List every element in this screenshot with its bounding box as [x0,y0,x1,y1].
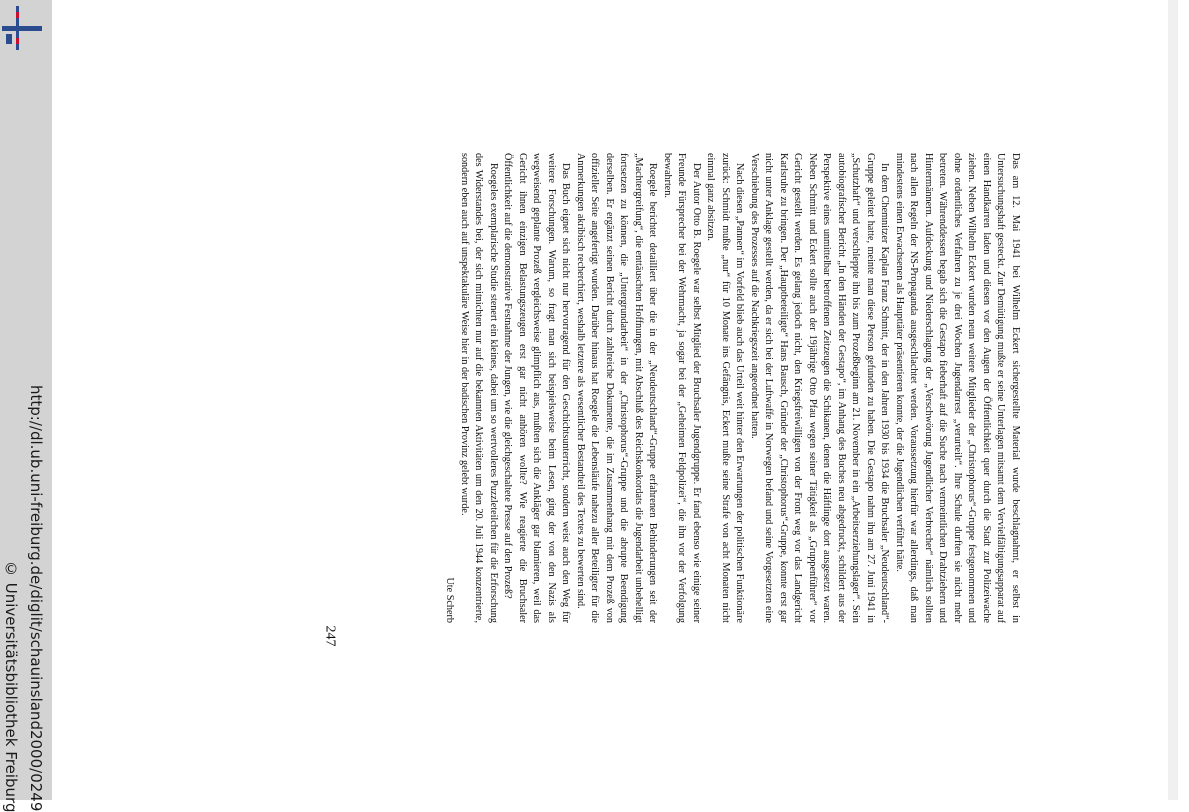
page-text-block [322,153,1022,623]
document-url[interactable]: http://dl.ub.uni-freiburg.de/diglit/schauinsland2000/0249 [27,385,45,812]
viewer-sidebar [0,0,52,812]
copyright-notice: © Universitätsbibliothek Freiburg [2,560,20,812]
university-logo-icon [2,6,42,50]
paragraph: Roegeles exemplarische Studie stenert ein kleines, dabei um so wertvolleres Puzzleteilchen für die Erforschung des Widerstandes bei, der sich mitnichten nur auf die bekannten Aktivitäten um den 20. Juli 1944 konzentrierte, sondern eben auch auf unspektakuläre Weise hier in der badischen Provinz gelebt wurde. [459,153,499,623]
paragraph: In dem Chemnitzer Kaplan Franz Schmitt, der in den Jahren 1930 bis 1934 die Bruchsaler „Neudeutschland“-Gruppe geleitet hatte, meinte man diese Person gefunden zu haben. Die Gestapo nahm ihn am 27. Juni 1941 in „Schutzhaft“ und verschleppte ihn bis zum Prozeßbeginn am 21. November in ein „Arbeitserziehungslager“. Sein autobiografischer Bericht „In den Händen der Gestapo“, im Anhang des Buches neu abgedruckt, schildert aus der Perspektive eines unmittelbar betroffenen Zeitzeugen die Schikanen, denen die Häftlinge dort ausgesetzt waren. Neben Schmitt und Eckert sollte auch der 19jährige Otto Pfau wegen seiner Tätigkeit als „Gruppenführer“ vor Gericht gestellt werden. Es gelang jedoch nicht, den Kriegsfreiwilligen von der Front weg vor das Landgericht Karlsruhe zu bringen. Der „Hauptbeteiligte“ Hans Bausch, Gründer der „Christophorus“-Gruppe, konnte erst gar nicht unter Anklage gestellt werden, da er sich bei der Luftwaffe in Norwegen befand und seine Vorgesetzten eine Verschiebung des Prozesses auf die Nachkriegszeit angeordnet hatten. [749,153,891,623]
scanned-page [64,0,1178,800]
scrollbar[interactable] [1168,0,1178,800]
paragraph: Der Autor Otto B. Roegele war selbst Mitglied der Bruchsaler Jugendgruppe. Er fand ebenso wie einige seiner Freunde Fürsprecher bei der Wehrmacht, ja sogar bei der „Geheimen Feldpolizei“, die ihn vor der Verfolgung bewahrten. [662,153,702,623]
paragraph: Nach diesen „Pannen“ im Vorfeld blieb auch das Urteil weit hinter den Erwartungen der politischen Funktionäre zurück: Schmidt mußte „nur“ für 10 Monate ins Gefängnis, Eckert mußte seine Strafe von acht Monaten nicht einmal ganz absitzen. [705,153,746,623]
paragraph: Roegele berichtet detailliert über die in der „Neudeutschland“-Gruppe erfahrenen Behinderungen seit der „Machtergreifung“, die enttäuschten Hoffnungen, mit Abschluß des Reichskonkordats die Jugendarbeit unbehelligt fortsetzen zu können, die „Untergrundarbeit“ in der „Christophorus“-Gruppe und die abrupte Beendigung derselben. Er ergänzt seinen Bericht durch zahlreiche Dokumente, die im Zusammenhang mit dem Prozeß von offizieller Seite angefertigt wurden. Darüber hinaus hat Roegele die Lebensläufe nahezu aller Beteiligter für die Anmerkungen akribisch recherchiert, weshalb letztere als wesentlicher Bestandteil des Textes zu bewerten sind. [575,153,659,623]
author-signature: Ute Scherb [444,577,456,623]
paragraph: Das Buch eignet sich nicht nur hervorragend für den Geschichtsunterricht, sondern weist auch den Weg für weitere Forschungen. Warum, so fragt man sich beispielsweise beim Lesen, ging der von den Nazis als wegweisend geplante Prozeß vergleichsweise glimpflich aus, mußten sich die Ankläger gar blamieren, weil das Gericht ihnen einzigen Belastungszeugen erst gar nicht anhören wollte? Wie reagierte die Bruchsaler Öffentlichkeit auf die demonstrative Festnahme der Jungen, wie die gleichgeschaltete Presse auf den Prozeß? [502,153,572,623]
page-number: 247 [322,625,338,647]
paragraph: Das am 12. Mai 1941 bei Wilhelm Eckert sichergestellte Material wurde beschlagnahmt, er selbst in Untersuchungshaft gesteckt. Zur Demütigung mußte er seine Unterlagen mitsamt dem Vervielfältigungsapparat auf einen Handkarren laden und diesen vor den Augen der Öffentlichkeit quer durch die Stadt zur Polizeiwache ziehen. Neben Wilhelm Eckert wurden neun weitere Mitglieder der „Christophorus“-Gruppe festgenommen und ohne ordentliches Verfahren zu je drei Wochen Jugendarrest „verurteilt“. Ihre Schule durften sie nicht mehr betreten. Währenddessen begab sich die Gestapo fieberhaft auf die Suche nach vermeintlichen Drahtziehern und Hintermännern. Aufdeckung und Niederschlagung der „Verschwörung Jugendlicher Verbrecher“ nämlich sollten nach allen Regeln der NS-Propaganda ausgeschlachtet werden. Voraussetzung hierfür war allerdings, daß man mindestens einen Erwachsenen als Haupttäter präsentieren konnte, der die Jugendlichen verführt hätte. [894,153,1021,623]
